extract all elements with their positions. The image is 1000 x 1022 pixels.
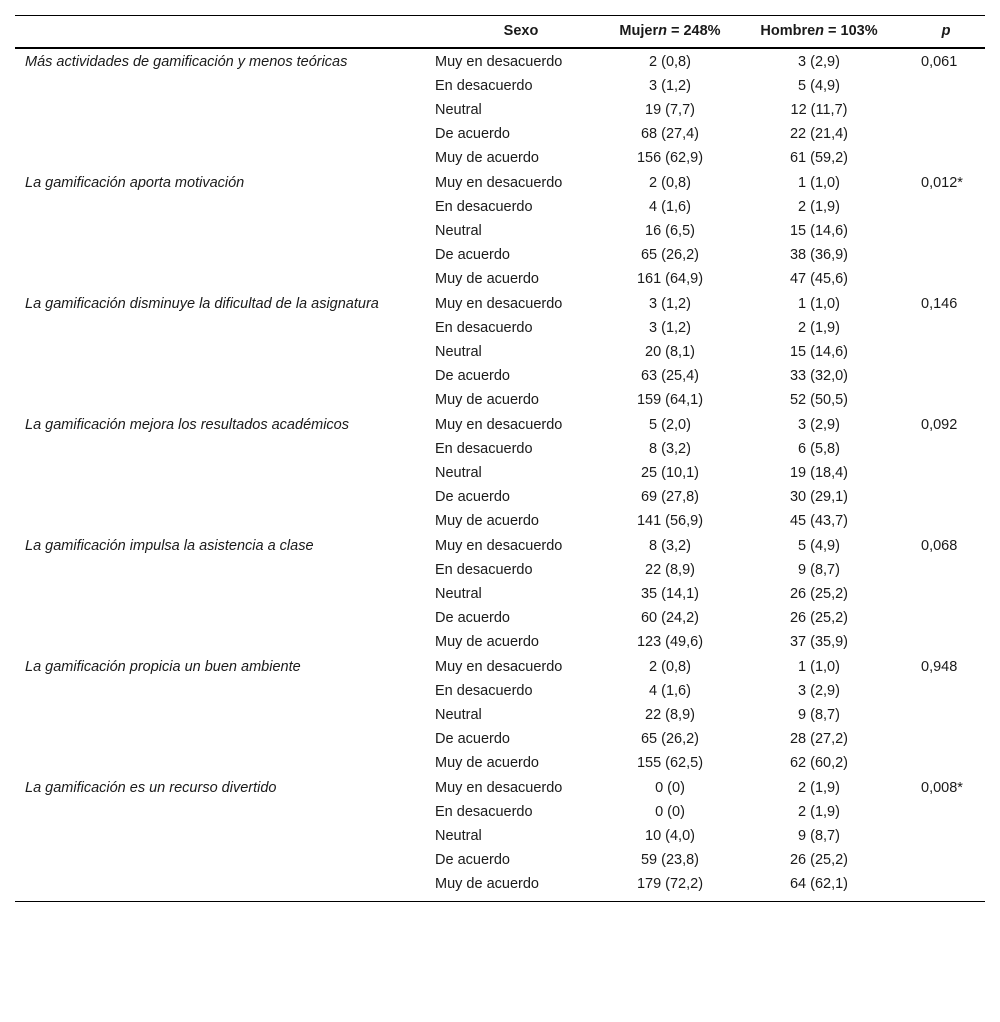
statement-cell-empty xyxy=(15,558,433,582)
statement-cell: La gamificación disminuye la dificultad de la asignatura xyxy=(25,295,379,312)
response-cell: En desacuerdo xyxy=(435,803,533,820)
header-sexo: Sexo xyxy=(433,16,609,48)
p-value-cell-empty xyxy=(907,727,985,751)
hombre-cell: 1 (1,0) xyxy=(798,174,840,191)
hombre-cell: 61 (59,2) xyxy=(789,149,849,166)
p-value-cell-empty xyxy=(907,509,985,533)
header-p: p xyxy=(907,16,985,48)
mujer-cell: 8 (3,2) xyxy=(649,537,691,554)
p-value-cell: 0,012* xyxy=(921,174,963,191)
table-row xyxy=(15,703,985,727)
statement-cell: La gamificación impulsa la asistencia a clase xyxy=(25,537,314,554)
p-value-cell-empty xyxy=(907,606,985,630)
response-cell: En desacuerdo xyxy=(435,319,533,336)
response-cell: En desacuerdo xyxy=(435,198,533,215)
response-cell: Neutral xyxy=(435,827,482,844)
hombre-cell: 12 (11,7) xyxy=(790,101,848,118)
response-cell: En desacuerdo xyxy=(435,682,533,699)
mujer-cell: 4 (1,6) xyxy=(649,682,691,699)
statement-cell: La gamificación es un recurso divertido xyxy=(25,779,277,796)
table-row xyxy=(15,146,985,170)
table-row xyxy=(15,509,985,533)
mujer-cell: 25 (10,1) xyxy=(640,464,700,481)
p-value-cell: 0,008* xyxy=(921,779,963,796)
hombre-cell: 26 (25,2) xyxy=(789,851,849,868)
table-row xyxy=(15,243,985,267)
table-row xyxy=(15,412,985,437)
p-value-cell-empty xyxy=(907,267,985,291)
p-value-cell-empty xyxy=(907,388,985,412)
statement-cell-empty xyxy=(15,316,433,340)
p-value-cell: 0,061 xyxy=(921,53,958,70)
table-row xyxy=(15,122,985,146)
response-cell: En desacuerdo xyxy=(435,77,533,94)
table-row xyxy=(15,170,985,195)
hombre-cell: 2 (1,9) xyxy=(798,198,840,215)
response-cell: Muy de acuerdo xyxy=(435,149,539,166)
hombre-cell: 2 (1,9) xyxy=(798,779,840,796)
response-cell: Neutral xyxy=(435,464,482,481)
statement-cell-empty xyxy=(15,195,433,219)
hombre-cell: 9 (8,7) xyxy=(798,706,840,723)
table-row xyxy=(15,74,985,98)
p-value-cell: 0,146 xyxy=(921,295,958,312)
p-value-cell: 0,948 xyxy=(921,658,958,675)
table-body xyxy=(15,48,985,902)
mujer-cell: 16 (6,5) xyxy=(645,222,695,239)
response-cell: Muy de acuerdo xyxy=(435,875,539,892)
mujer-cell: 3 (1,2) xyxy=(649,319,691,336)
response-cell: Neutral xyxy=(435,222,482,239)
table-row xyxy=(15,267,985,291)
mujer-cell: 5 (2,0) xyxy=(649,416,691,433)
response-cell: Muy de acuerdo xyxy=(435,391,539,408)
mujer-cell: 60 (24,2) xyxy=(640,609,700,626)
p-value-cell-empty xyxy=(907,872,985,902)
response-cell: De acuerdo xyxy=(435,367,510,384)
statement-cell-empty xyxy=(15,872,433,902)
results-table xyxy=(15,15,985,902)
table-row xyxy=(15,485,985,509)
hombre-cell: 22 (21,4) xyxy=(789,125,849,142)
statement-cell-empty xyxy=(15,74,433,98)
table-row xyxy=(15,630,985,654)
statement-cell-empty xyxy=(15,122,433,146)
mujer-cell: 3 (1,2) xyxy=(649,295,691,312)
statement-cell-empty xyxy=(15,98,433,122)
p-value-cell-empty xyxy=(907,703,985,727)
statement-cell-empty xyxy=(15,388,433,412)
response-cell: De acuerdo xyxy=(435,730,510,747)
mujer-cell: 35 (14,1) xyxy=(640,585,700,602)
statement-cell: La gamificación aporta motivación xyxy=(25,174,245,191)
table-row xyxy=(15,751,985,775)
table-row xyxy=(15,824,985,848)
mujer-cell: 161 (64,9) xyxy=(636,270,704,287)
mujer-cell: 123 (49,6) xyxy=(636,633,704,650)
response-cell: Muy de acuerdo xyxy=(435,633,539,650)
p-value-cell-empty xyxy=(907,243,985,267)
p-value-cell-empty xyxy=(907,364,985,388)
table-row xyxy=(15,195,985,219)
table-row xyxy=(15,775,985,800)
table-row xyxy=(15,558,985,582)
hombre-cell: 1 (1,0) xyxy=(798,295,840,312)
statement-cell-empty xyxy=(15,243,433,267)
response-cell: De acuerdo xyxy=(435,246,510,263)
statement-cell: Más actividades de gamificación y menos teóricas xyxy=(25,53,348,70)
hombre-cell: 19 (18,4) xyxy=(789,464,849,481)
p-value-cell-empty xyxy=(907,437,985,461)
statement-cell-empty xyxy=(15,485,433,509)
table-row xyxy=(15,606,985,630)
mujer-cell: 69 (27,8) xyxy=(640,488,700,505)
table-row xyxy=(15,654,985,679)
header-mujer: Mujern = 248% xyxy=(609,16,731,48)
response-cell: En desacuerdo xyxy=(435,440,533,457)
table-row xyxy=(15,219,985,243)
p-value-cell: 0,068 xyxy=(921,537,958,554)
hombre-cell: 3 (2,9) xyxy=(798,416,840,433)
table-row xyxy=(15,316,985,340)
hombre-cell: 62 (60,2) xyxy=(789,754,849,771)
hombre-cell: 5 (4,9) xyxy=(798,77,840,94)
statement-cell-empty xyxy=(15,703,433,727)
response-cell: De acuerdo xyxy=(435,488,510,505)
response-cell: Muy en desacuerdo xyxy=(435,53,563,70)
header-hombre: Hombren = 103% xyxy=(731,16,907,48)
statement-cell-empty xyxy=(15,219,433,243)
hombre-cell: 52 (50,5) xyxy=(789,391,849,408)
hombre-cell: 37 (35,9) xyxy=(789,633,849,650)
hombre-cell: 64 (62,1) xyxy=(789,875,849,892)
statement-cell-empty xyxy=(15,824,433,848)
statement-cell: La gamificación mejora los resultados académicos xyxy=(25,416,349,433)
hombre-cell: 2 (1,9) xyxy=(798,319,840,336)
p-value-cell-empty xyxy=(907,146,985,170)
p-value-cell-empty xyxy=(907,340,985,364)
response-cell: Muy de acuerdo xyxy=(435,754,539,771)
p-value-cell-empty xyxy=(907,679,985,703)
statement-cell-empty xyxy=(15,679,433,703)
mujer-cell: 2 (0,8) xyxy=(649,658,691,675)
statement-cell-empty xyxy=(15,146,433,170)
header-statement xyxy=(15,16,433,48)
table-row xyxy=(15,800,985,824)
p-value-cell: 0,092 xyxy=(921,416,958,433)
table-row xyxy=(15,461,985,485)
response-cell: Neutral xyxy=(435,585,482,602)
table-row xyxy=(15,291,985,316)
statement-cell-empty xyxy=(15,509,433,533)
mujer-cell: 65 (26,2) xyxy=(640,246,700,263)
hombre-cell: 38 (36,9) xyxy=(789,246,849,263)
hombre-cell: 30 (29,1) xyxy=(789,488,849,505)
statement-cell-empty xyxy=(15,848,433,872)
p-value-cell-empty xyxy=(907,558,985,582)
table-row xyxy=(15,533,985,558)
table-row xyxy=(15,388,985,412)
mujer-cell: 155 (62,5) xyxy=(636,754,704,771)
statement-cell-empty xyxy=(15,727,433,751)
hombre-cell: 28 (27,2) xyxy=(789,730,849,747)
table-row xyxy=(15,340,985,364)
response-cell: De acuerdo xyxy=(435,851,510,868)
response-cell: En desacuerdo xyxy=(435,561,533,578)
statement-cell: La gamificación propicia un buen ambiente xyxy=(25,658,301,675)
table-row xyxy=(15,437,985,461)
mujer-cell: 10 (4,0) xyxy=(645,827,695,844)
hombre-cell: 9 (8,7) xyxy=(798,561,840,578)
mujer-cell: 141 (56,9) xyxy=(636,512,704,529)
mujer-cell: 4 (1,6) xyxy=(649,198,691,215)
mujer-cell: 2 (0,8) xyxy=(649,53,691,70)
hombre-cell: 6 (5,8) xyxy=(798,440,840,457)
hombre-cell: 33 (32,0) xyxy=(789,367,849,384)
table-header xyxy=(15,16,985,48)
p-value-cell-empty xyxy=(907,824,985,848)
response-cell: Neutral xyxy=(435,101,482,118)
response-cell: Muy en desacuerdo xyxy=(435,779,563,796)
mujer-cell: 179 (72,2) xyxy=(636,875,704,892)
mujer-cell: 3 (1,2) xyxy=(649,77,691,94)
p-value-cell-empty xyxy=(907,485,985,509)
hombre-cell: 9 (8,7) xyxy=(798,827,840,844)
table-row xyxy=(15,679,985,703)
statement-cell-empty xyxy=(15,340,433,364)
table-row xyxy=(15,848,985,872)
hombre-cell: 15 (14,6) xyxy=(789,222,849,239)
mujer-cell: 19 (7,7) xyxy=(645,101,695,118)
p-value-cell-empty xyxy=(907,74,985,98)
table-row xyxy=(15,727,985,751)
hombre-cell: 47 (45,6) xyxy=(789,270,849,287)
p-value-cell-empty xyxy=(907,582,985,606)
mujer-cell: 63 (25,4) xyxy=(640,367,700,384)
mujer-cell: 2 (0,8) xyxy=(649,174,691,191)
response-cell: De acuerdo xyxy=(435,609,510,626)
response-cell: Muy en desacuerdo xyxy=(435,537,563,554)
statement-cell-empty xyxy=(15,606,433,630)
p-value-cell-empty xyxy=(907,848,985,872)
mujer-cell: 68 (27,4) xyxy=(640,125,700,142)
p-value-cell-empty xyxy=(907,195,985,219)
response-cell: Muy de acuerdo xyxy=(435,512,539,529)
statement-cell-empty xyxy=(15,751,433,775)
hombre-cell: 2 (1,9) xyxy=(798,803,840,820)
statement-cell-empty xyxy=(15,582,433,606)
response-cell: Neutral xyxy=(435,343,482,360)
table-row xyxy=(15,48,985,74)
hombre-cell: 26 (25,2) xyxy=(789,585,849,602)
hombre-cell: 15 (14,6) xyxy=(789,343,849,360)
response-cell: Muy en desacuerdo xyxy=(435,295,563,312)
mujer-cell: 159 (64,1) xyxy=(636,391,704,408)
mujer-cell: 59 (23,8) xyxy=(640,851,700,868)
p-value-cell-empty xyxy=(907,751,985,775)
mujer-cell: 20 (8,1) xyxy=(645,343,695,360)
hombre-cell: 1 (1,0) xyxy=(798,658,840,675)
p-value-cell-empty xyxy=(907,219,985,243)
response-cell: Muy en desacuerdo xyxy=(435,416,563,433)
table-row xyxy=(15,872,985,902)
response-cell: De acuerdo xyxy=(435,125,510,142)
table-row xyxy=(15,364,985,388)
p-value-cell-empty xyxy=(907,800,985,824)
p-value-cell-empty xyxy=(907,316,985,340)
mujer-cell: 8 (3,2) xyxy=(649,440,691,457)
mujer-cell: 22 (8,9) xyxy=(645,561,695,578)
statement-cell-empty xyxy=(15,267,433,291)
mujer-cell: 156 (62,9) xyxy=(636,149,704,166)
mujer-cell: 0 (0) xyxy=(655,803,685,820)
mujer-cell: 65 (26,2) xyxy=(640,730,700,747)
hombre-cell: 45 (43,7) xyxy=(789,512,849,529)
p-value-cell-empty xyxy=(907,122,985,146)
mujer-cell: 0 (0) xyxy=(655,779,685,796)
p-value-cell-empty xyxy=(907,98,985,122)
statement-cell-empty xyxy=(15,364,433,388)
statement-cell-empty xyxy=(15,630,433,654)
table-row xyxy=(15,582,985,606)
response-cell: Muy en desacuerdo xyxy=(435,658,563,675)
response-cell: Muy en desacuerdo xyxy=(435,174,563,191)
p-value-cell-empty xyxy=(907,630,985,654)
p-value-cell-empty xyxy=(907,461,985,485)
response-cell: Neutral xyxy=(435,706,482,723)
hombre-cell: 5 (4,9) xyxy=(798,537,840,554)
statement-cell-empty xyxy=(15,437,433,461)
statement-cell-empty xyxy=(15,800,433,824)
hombre-cell: 3 (2,9) xyxy=(798,53,840,70)
hombre-cell: 26 (25,2) xyxy=(789,609,849,626)
hombre-cell: 3 (2,9) xyxy=(798,682,840,699)
response-cell: Muy de acuerdo xyxy=(435,270,539,287)
mujer-cell: 22 (8,9) xyxy=(645,706,695,723)
statement-cell-empty xyxy=(15,461,433,485)
table-row xyxy=(15,98,985,122)
